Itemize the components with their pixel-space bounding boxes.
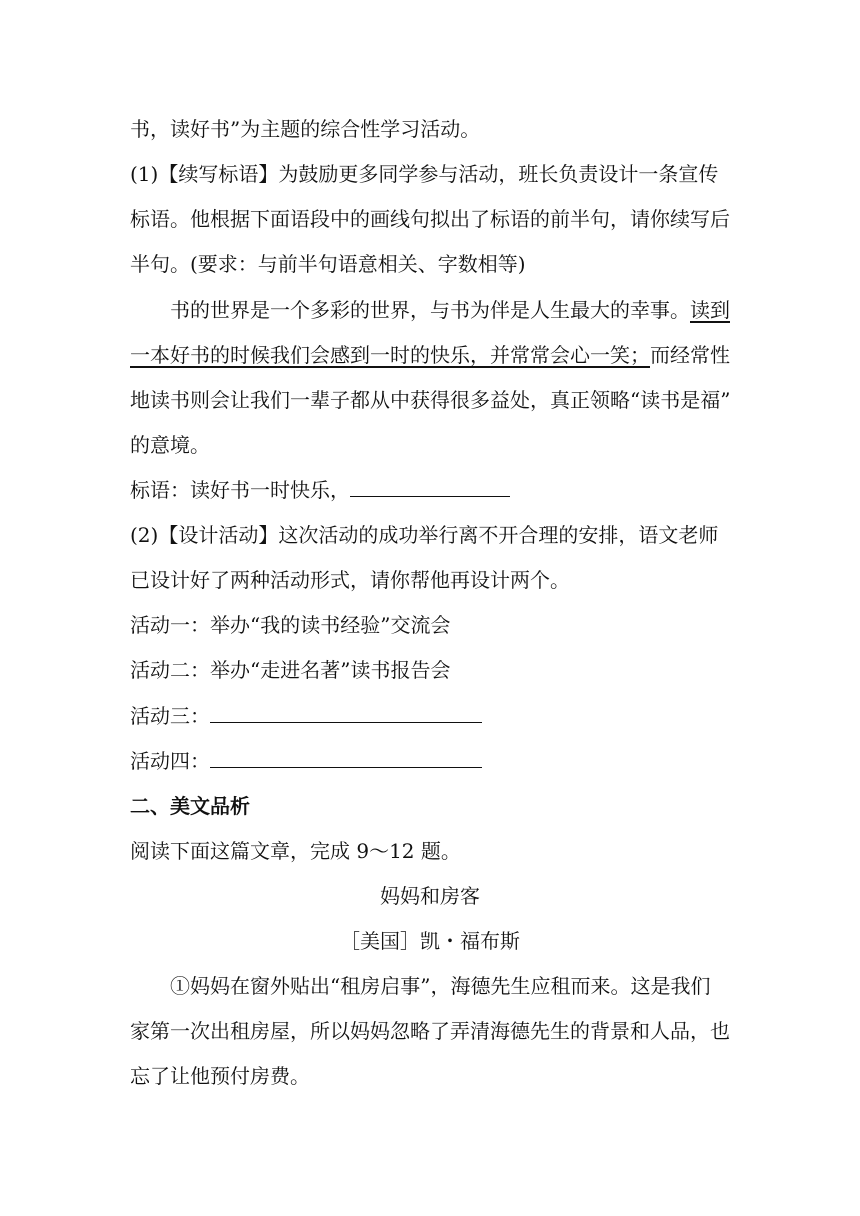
article-paragraph-line: 忘了让他预付房费。 — [130, 1064, 310, 1088]
answer-blank[interactable] — [210, 704, 482, 723]
activity-3 — [130, 703, 482, 729]
passage-text: 而经常性 — [650, 343, 730, 367]
underlined-sentence: 一本好书的时候我们会感到一时的快乐，并常常会心一笑； — [130, 343, 650, 367]
passage-line: 的意境。 — [130, 433, 210, 457]
article-paragraph-line: 家第一次出租房屋，所以妈妈忽略了弄清海德先生的背景和人品，也 — [130, 1019, 730, 1043]
article-title: 妈妈和房客 — [380, 884, 480, 908]
activity-1: 活动一：举办“我的读书经验”交流会 — [130, 613, 451, 637]
article-author: ［美国］凯・福布斯 — [340, 929, 520, 953]
passage-line — [170, 297, 730, 323]
question-2-heading: (2)【设计活动】这次活动的成功举行离不开合理的安排，语文老师 — [130, 523, 719, 547]
answer-blank[interactable] — [350, 478, 510, 497]
activity-4 — [130, 748, 482, 774]
passage-line — [130, 342, 730, 368]
passage-line: 地读书则会让我们一辈子都从中获得很多益处，真正领略“读书是福” — [130, 388, 731, 412]
text-line: 标语。他根据下面语段中的画线句拟出了标语的前半句，请你续写后 — [130, 207, 730, 231]
activity-2: 活动二：举办“走进名著”读书报告会 — [130, 658, 451, 682]
passage-text: 书的世界是一个多彩的世界，与书为伴是人生最大的幸事。 — [170, 298, 690, 322]
question-1-heading: (1)【续写标语】为鼓励更多同学参与活动，班长负责设计一条宣传 — [130, 162, 719, 186]
slogan-label: 标语：读好书一时快乐， — [130, 478, 350, 502]
slogan-line — [130, 477, 510, 503]
section-heading: 二、美文品析 — [130, 794, 250, 818]
text-line: 半句。(要求：与前半句语意相关、字数相等) — [130, 252, 526, 276]
article-paragraph-line: ①妈妈在窗外贴出“租房启事”，海德先生应租而来。这是我们 — [170, 974, 711, 998]
underlined-sentence: 读到 — [690, 298, 730, 322]
instruction-line: 阅读下面这篇文章，完成 9～12 题。 — [130, 839, 461, 863]
activity-4-label: 活动四： — [130, 749, 210, 773]
activity-3-label: 活动三： — [130, 704, 210, 728]
text-line: 书，读好书”为主题的综合性学习活动。 — [130, 117, 481, 141]
answer-blank[interactable] — [210, 749, 482, 768]
text-line: 已设计好了两种活动形式，请你帮他再设计两个。 — [130, 568, 570, 592]
